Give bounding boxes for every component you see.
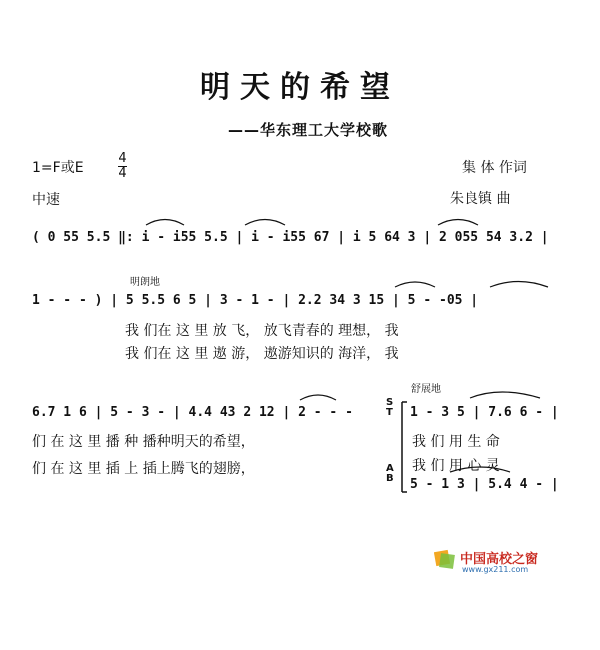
slur-mark xyxy=(438,220,478,226)
score-line-3: 6.7 1 6 | 5 - 3 - | 4.4 43 2 12 | 2 - - - xyxy=(32,405,353,420)
slur-mark xyxy=(490,282,548,288)
watermark-url: www.gx211.com xyxy=(462,565,529,574)
score-line-1: ( 0 55 5.5 ‖: i - i55 5.5 | i - i55 67 | i 5 64 3 | 2 055 54 3.2 | xyxy=(32,230,549,245)
slur-mark xyxy=(245,220,285,226)
lyric-line-2b: 我 们在 这 里 遨 游， 遨游知识的 海洋， 我 xyxy=(125,346,399,362)
lyric-upper-2: 我 们 用 心 灵 xyxy=(412,458,500,474)
watermark-name: 中国高校之窗 xyxy=(460,552,539,567)
score-upper-voice: 1 - 3 5 | 7.6 6 - | xyxy=(410,405,559,420)
slur-mark xyxy=(470,392,540,398)
slur-mark xyxy=(300,395,336,400)
expression-marking-broad: 舒展地 xyxy=(411,384,441,395)
slur-mark xyxy=(146,220,184,226)
lyric-line-3a: 们 在 这 里 播 种 播种明天的希望， xyxy=(32,434,255,450)
voice-label-soprano-tenor: S T xyxy=(386,397,394,418)
time-signature-bottom: 4 xyxy=(118,166,127,181)
time-signature-top: 4 xyxy=(118,151,127,166)
slur-mark xyxy=(450,467,510,472)
song-subtitle: ——华东理工大学校歌 xyxy=(228,121,389,139)
score-lower-voice: 5 - 1 3 | 5.4 4 - | xyxy=(410,477,559,492)
expression-marking-bright: 明朗地 xyxy=(130,277,160,288)
lyric-line-3b: 们 在 这 里 插 上 插上腾飞的翅膀， xyxy=(32,461,255,477)
tempo-marking: 中速 xyxy=(32,192,60,208)
key-signature: 1=F或E xyxy=(32,160,84,176)
lyricist-credit: 集 体 作词 xyxy=(462,160,527,176)
slur-mark xyxy=(395,282,435,287)
composer-credit: 朱良镇 曲 xyxy=(450,191,511,207)
voice-label-alto-bass: A B xyxy=(386,463,394,484)
lyric-line-2a: 我 们在 这 里 放 飞， 放飞青春的 理想， 我 xyxy=(125,323,399,339)
lyric-upper-1: 我 们 用 生 命 xyxy=(412,434,500,450)
song-title: 明天的希望 xyxy=(200,70,400,105)
watermark-logo xyxy=(434,546,544,578)
score-line-2: 1 - - - ) | 5 5.5 6 5 | 3 - 1 - | 2.2 34 3 15 | 5 - -05 | xyxy=(32,293,479,308)
watermark-logo-icon xyxy=(434,548,456,570)
